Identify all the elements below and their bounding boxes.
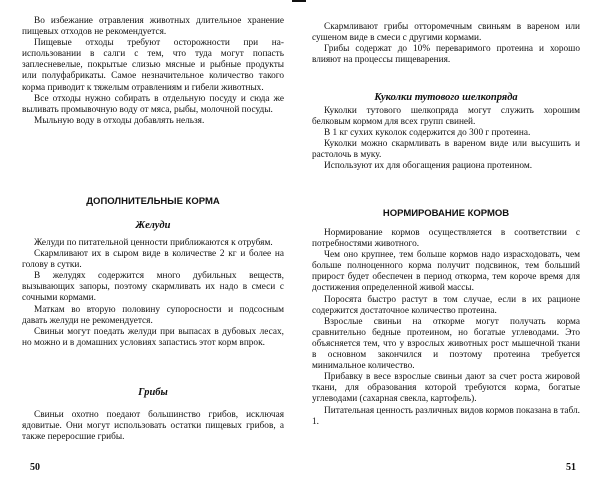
page-number-right: 51 <box>566 462 576 473</box>
page-divider-mark <box>292 0 306 2</box>
section-title-feed-rationing: НОРМИРОВАНИЕ КОРМОВ <box>382 208 510 219</box>
paragraph: В желудях содержится много дубильных веществ, вызывающих запоры, поэтому скармливать их надо в смеси с сочными кормами. <box>22 271 284 304</box>
acorns-text <box>22 238 284 349</box>
paragraph: Скармливают грибы отторомечным свиньям в вареном или сушеном виде в смеси с другими кормами. <box>312 22 580 44</box>
page-number-left: 50 <box>30 462 40 473</box>
paragraph: Поросята быстро растут в том случае, если в их рационе содержится достаточное количество протеина. <box>312 294 580 316</box>
rationing-text <box>312 228 580 428</box>
paragraph: Пищевые отходы требуют осторожности при на-использовании в салги с тем, что туда могут попасть заплесневелые, покрытые слизью мясные и рыбные продукты или полуфабрикаты. Самое незначительное количество такого корма приводит к тяжелым отравлениям и гибели животных. <box>22 38 284 93</box>
left-top-text <box>22 16 284 127</box>
subtitle-acorns: Желуди <box>135 220 171 231</box>
paragraph: Мыльную воду в отходы добавлять нельзя. <box>34 115 205 126</box>
paragraph: Питательная ценность различных видов кормов показана в табл. 1. <box>312 405 580 427</box>
mushrooms-text <box>22 410 284 443</box>
subtitle-mushrooms: Грибы <box>138 387 168 398</box>
paragraph: Используют их для обогащения рациона протеином. <box>324 161 533 172</box>
right-page <box>312 0 580 497</box>
paragraph: Желуди по питательной ценности приближаются к отрубям. <box>34 238 273 248</box>
paragraph: Куколки тутового шелкопряда могут служить хорошим белковым кормом для всех групп свиней. <box>312 106 580 128</box>
paragraph: Маткам во вторую половину супоросности и подсосным давать желуди не рекомендуется. <box>22 304 284 326</box>
paragraph: Во избежание отравления животных длительное хранение пищевых отходов не рекомендуется. <box>22 16 284 38</box>
paragraph: Прибавку в весе взрослые свиньи дают за счет роста жировой ткани, для образования которой требуются корма, богатые углеводами (сахарная свекла, картофель). <box>312 372 580 405</box>
paragraph: Нормирование кормов осуществляется в соответствии с потребностями животного. <box>312 228 580 250</box>
silkworm-text <box>312 106 580 173</box>
paragraph: Взрослые свиньи на откорме могут получать корма сравнительно бедные протеином, но богатые углеводами. Это объясняется тем, что у взрослых животных рост мышечной ткани в основном закончился и поэтому протеина требуется минимальное количество. <box>312 316 580 372</box>
paragraph: Чем оно крупнее, тем больше кормов надо израсходовать, чем больше полноценного корма получит подсвинок, тем больший прирост будет обеспечен в период откорма, тем короче время для достижения определенной живой массы. <box>312 250 580 294</box>
paragraph: В 1 кг сухих куколок содержится до 300 г протеина. <box>324 128 531 139</box>
right-top-text <box>312 22 580 66</box>
paragraph: Свиньи охотно поедают большинство грибов, исключая ядовитые. Они могут использовать остатки пищевых грибов, а также переросшие грибы. <box>22 410 284 443</box>
paragraph: Все отходы нужно собирать в отдельную посуду и сюда же выливать промывочную воду от мяса, рыбы, молочной посуды. <box>22 93 284 115</box>
paragraph: Свиньи могут поедать желуди при выпасах в дубовых лесах, но можно и в домашних условиях запастись этот корм впрок. <box>22 326 284 348</box>
paragraph: Скармливают их в сыром виде в количестве 2 кг и более на голову в сутки. <box>22 249 284 271</box>
left-page <box>22 0 284 497</box>
subtitle-silkworm: Куколки тутового шелкопряда <box>374 92 518 103</box>
paragraph: Грибы содержат до 10% переваримого протеина и хорошо влияют на процессы пищеварения. <box>312 44 580 66</box>
section-title-additional-feeds: ДОПОЛНИТЕЛЬНЫЕ КОРМА <box>86 196 220 207</box>
paragraph: Куколки можно скармливать в вареном виде или высушить и растолочь в муку. <box>312 139 580 161</box>
